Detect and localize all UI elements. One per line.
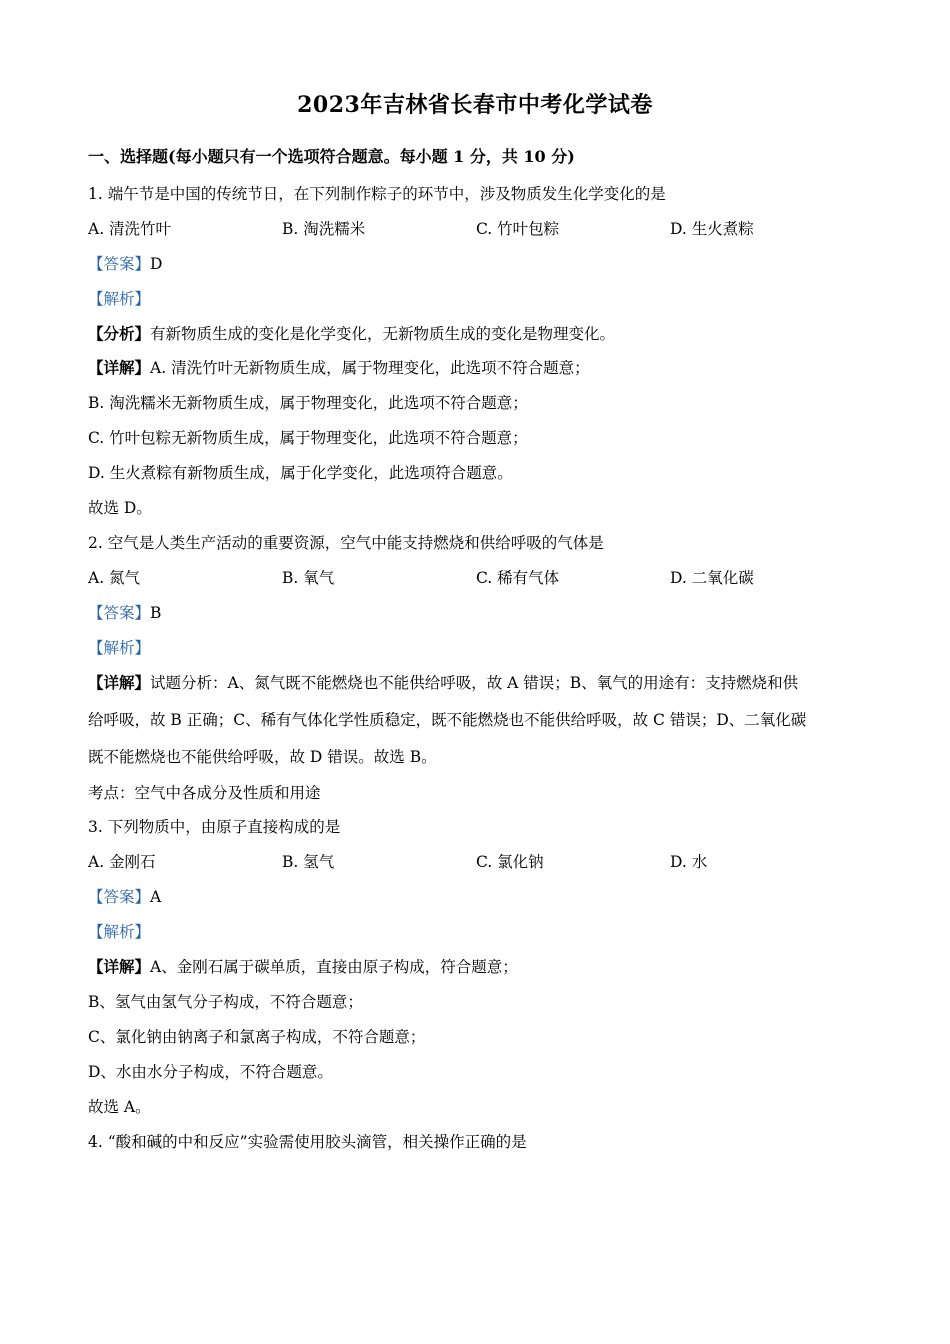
detail-text: A、金刚石属于碳单质，直接由原子构成，符合题意； <box>150 958 518 976</box>
q1-conclusion: 故选 D。 <box>88 499 152 517</box>
question-3-stem: 3. 下列物质中，由原子直接构成的是 <box>88 818 341 836</box>
q2-option-a: A. 氮气 <box>88 569 141 587</box>
q3-option-a: A. 金刚石 <box>88 853 156 871</box>
q2-detail-line <box>88 673 798 693</box>
q2-analysis-tag <box>88 638 150 658</box>
q2-detail-line: 给呼吸，故 B 正确；C、稀有气体化学性质稳定，既不能燃烧也不能供给呼吸，故 C 错误；D、二氧化碳 <box>88 711 807 729</box>
fenxi-tag: 【分析】 <box>88 324 151 343</box>
detail-tag: 【详解】 <box>88 957 151 976</box>
detail-text: 试题分析：A、氮气既不能燃烧也不能供给呼吸，故 A 错误；B、氧气的用途有：支持燃烧和供 <box>150 674 799 692</box>
q3-option-c: C. 氯化钠 <box>476 853 544 871</box>
q2-option-b: B. 氧气 <box>282 569 335 587</box>
q3-analysis-tag <box>88 922 150 942</box>
q3-answer <box>88 887 161 907</box>
question-2-stem: 2. 空气是人类生产活动的重要资源，空气中能支持燃烧和供给呼吸的气体是 <box>88 534 604 552</box>
analysis-tag: 【解析】 <box>88 923 151 941</box>
q1-detail-line <box>88 358 590 378</box>
q1-option-c: C. 竹叶包粽 <box>476 220 560 238</box>
q2-kaodian: 考点：空气中各成分及性质和用途 <box>88 784 321 802</box>
q3-option-d: D. 水 <box>670 853 708 871</box>
q3-detail-line: C、氯化钠由钠离子和氯离子构成，不符合题意； <box>88 1028 426 1046</box>
analysis-tag: 【解析】 <box>88 290 151 308</box>
analysis-tag: 【解析】 <box>88 639 151 657</box>
answer-tag: 【答案】 <box>88 604 151 622</box>
q3-option-b: B. 氢气 <box>282 853 335 871</box>
question-1-stem: 1. 端午节是中国的传统节日，在下列制作粽子的环节中，涉及物质发生化学变化的是 <box>88 185 666 203</box>
q1-detail-line: C. 竹叶包粽无新物质生成，属于物理变化，此选项不符合题意； <box>88 429 528 447</box>
q1-analysis-tag <box>88 289 150 309</box>
question-4-stem: 4. “酸和碱的中和反应”实验需使用胶头滴管，相关操作正确的是 <box>88 1133 527 1151</box>
page-title: 2023年吉林省长春市中考化学试卷 <box>297 92 653 118</box>
q1-option-d: D. 生火煮粽 <box>670 220 754 238</box>
detail-text: A. 清洗竹叶无新物质生成，属于物理变化，此选项不符合题意； <box>150 359 590 377</box>
detail-tag: 【详解】 <box>88 358 151 377</box>
q1-answer <box>88 254 162 274</box>
answer-value: D <box>150 255 163 273</box>
q1-fenxi <box>88 324 615 344</box>
q2-option-d: D. 二氧化碳 <box>670 569 754 587</box>
q3-detail-line <box>88 957 518 977</box>
q1-detail-line: D. 生火煮粽有新物质生成，属于化学变化，此选项符合题意。 <box>88 464 513 482</box>
q1-option-a: A. 清洗竹叶 <box>88 220 172 238</box>
answer-value: B <box>150 604 162 622</box>
q2-option-c: C. 稀有气体 <box>476 569 560 587</box>
fenxi-text: 有新物质生成的变化是化学变化，无新物质生成的变化是物理变化。 <box>150 325 616 343</box>
q2-answer <box>88 603 161 623</box>
section-heading: 一、选择题(每小题只有一个选项符合题意。每小题 1 分，共 10 分) <box>88 147 575 166</box>
answer-tag: 【答案】 <box>88 888 151 906</box>
q3-conclusion: 故选 A。 <box>88 1098 151 1116</box>
q1-option-b: B. 淘洗糯米 <box>282 220 366 238</box>
answer-tag: 【答案】 <box>88 255 151 273</box>
q3-detail-line: B、氢气由氢气分子构成，不符合题意； <box>88 993 363 1011</box>
detail-tag: 【详解】 <box>88 673 151 692</box>
q1-detail-line: B. 淘洗糯米无新物质生成，属于物理变化，此选项不符合题意； <box>88 394 528 412</box>
q2-detail-line: 既不能燃烧也不能供给呼吸，故 D 错误。故选 B。 <box>88 748 437 766</box>
q3-detail-line: D、水由水分子构成，不符合题意。 <box>88 1063 333 1081</box>
answer-value: A <box>150 888 162 906</box>
